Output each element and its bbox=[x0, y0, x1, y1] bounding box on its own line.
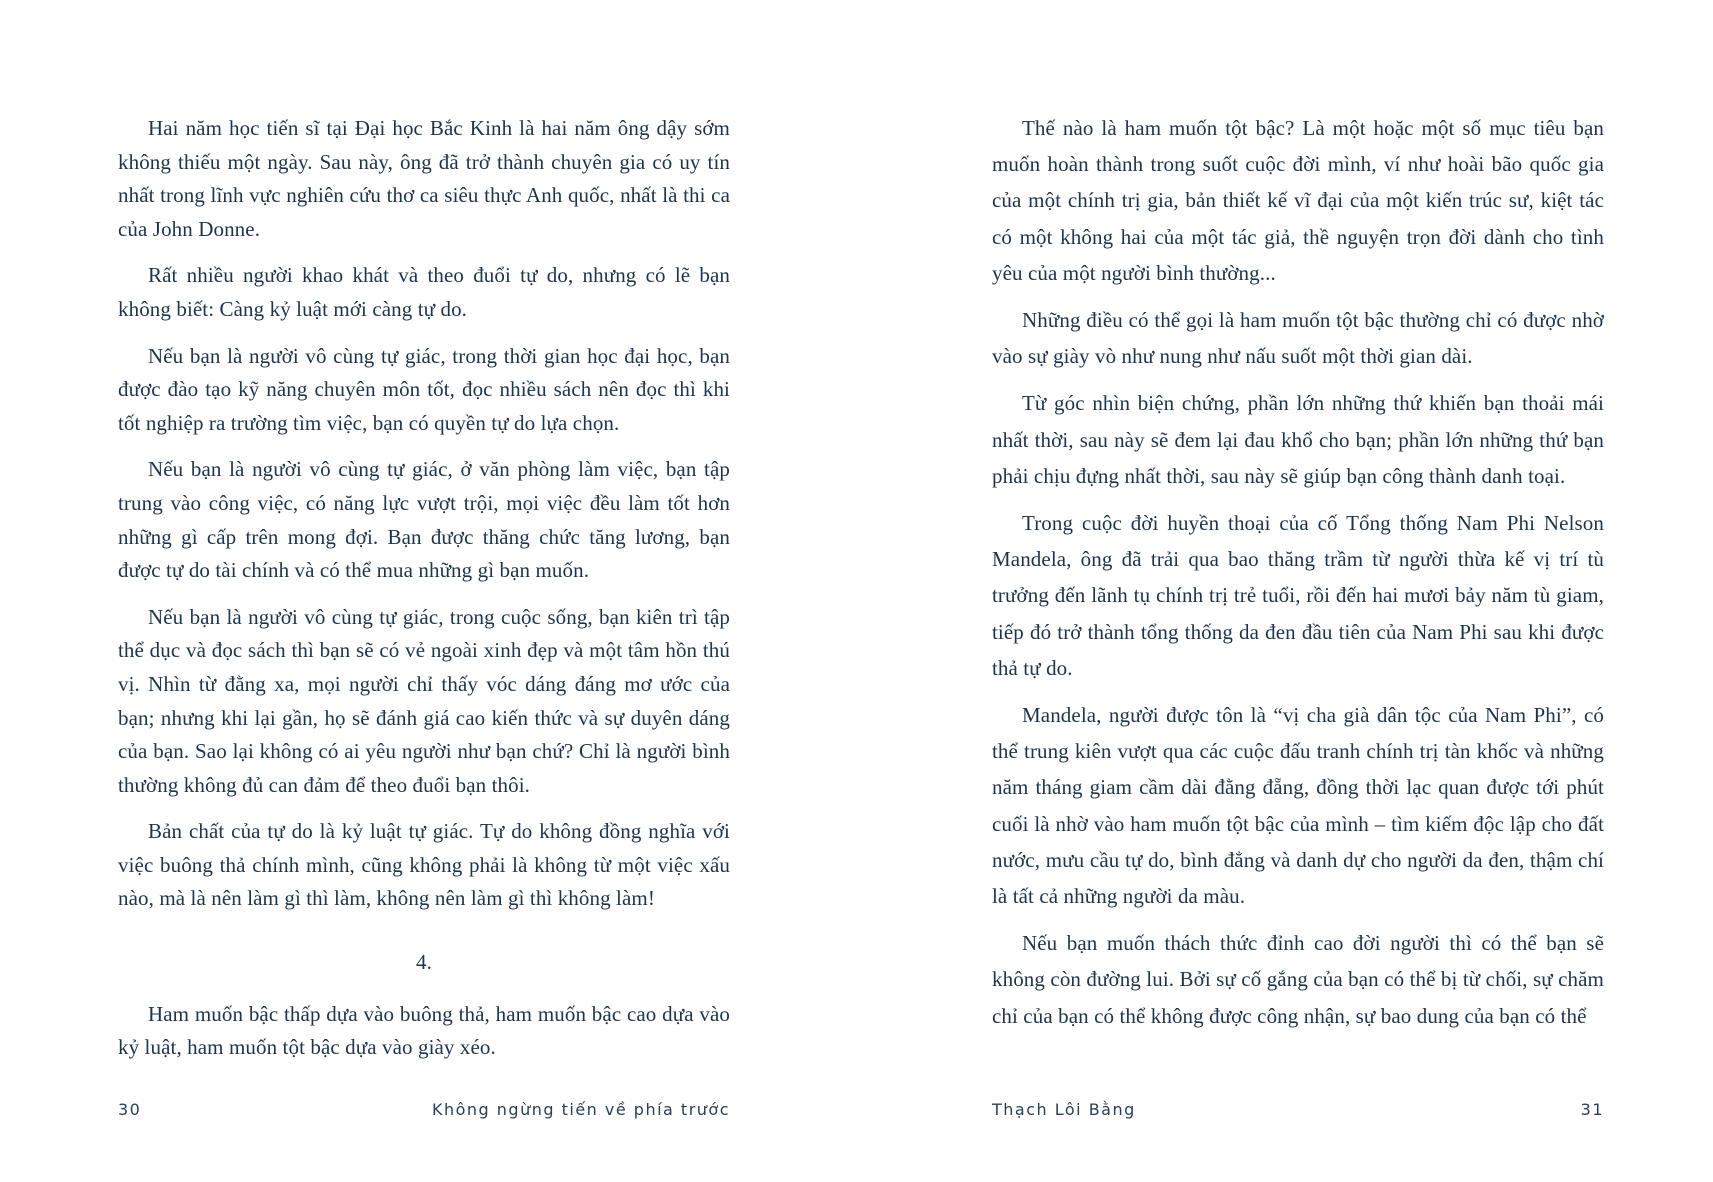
page-number: 31 bbox=[1580, 1100, 1604, 1119]
running-header-book-title: Không ngừng tiến về phía trước bbox=[431, 1100, 730, 1119]
paragraph: Từ góc nhìn biện chứng, phần lớn những thứ khiến bạn thoải mái nhất thời, sau này sẽ đem lại đau khổ cho bạn; phần lớn những thứ bạn phải chịu đựng nhất thời, sau này sẽ giúp bạn công thành danh toại. bbox=[992, 391, 1604, 488]
right-page-body bbox=[992, 110, 1604, 1045]
paragraph: Thế nào là ham muốn tột bậc? Là một hoặc một số mục tiêu bạn muốn hoàn thành trong suốt cuộc đời mình, ví như hoài bão quốc gia của một chính trị gia, bản thiết kế vĩ đại của một kiến trúc sư, kiệt tác có một không hai của một tác giả, thề nguyện trọn đời dành cho tình yêu của một người bình thường... bbox=[992, 116, 1604, 285]
paragraph: Nếu bạn là người vô cùng tự giác, ở văn phòng làm việc, bạn tập trung vào công việc, có năng lực vượt trội, mọi việc đều làm tốt hơn những gì cấp trên mong đợi. Bạn được thăng chức tăng lương, bạn được tự do tài chính và có thể mua những gì bạn muốn. bbox=[118, 457, 730, 583]
paragraph: Trong cuộc đời huyền thoại của cố Tổng thống Nam Phi Nelson Mandela, ông đã trải qua bao thăng trầm từ người thừa kế vị trí tù trưởng đến lãnh tụ chính trị trẻ tuổi, rồi đến hai mươi bảy năm tù giam, tiếp đó trở thành tổng thống da đen đầu tiên của Nam Phi sau khi được thả tự do. bbox=[992, 511, 1604, 680]
paragraph: Hai năm học tiến sĩ tại Đại học Bắc Kinh là hai năm ông dậy sớm không thiếu một ngày. Sau này, ông đã trở thành chuyên gia có uy tín nhất trong lĩnh vực nghiên cứu thơ ca siêu thực Anh quốc, nhất là thi ca của John Donne. bbox=[118, 116, 730, 241]
paragraph: Những điều có thể gọi là ham muốn tột bậc thường chỉ có được nhờ vào sự giày vò như nung như nấu suốt một thời gian dài. bbox=[992, 308, 1604, 369]
paragraph: Nếu bạn muốn thách thức đỉnh cao đời người thì có thể bạn sẽ không còn đường lui. Bởi sự cố gắng của bạn có thể bị từ chối, sự chăm chỉ của bạn có thể không được công nhận, sự bao dung của bạn có thể bbox=[992, 931, 1604, 1028]
paragraph: Ham muốn bậc thấp dựa vào buông thả, ham muốn bậc cao dựa vào kỷ luật, ham muốn tột bậc dựa vào giày xéo. bbox=[118, 1001, 730, 1060]
page-number: 30 bbox=[118, 1100, 142, 1119]
left-page-footer bbox=[118, 1100, 730, 1119]
paragraph: Mandela, người được tôn là “vị cha già dân tộc của Nam Phi”, có thể trung kiên vượt qua các cuộc đấu tranh chính trị tàn khốc và những năm tháng giam cầm dài đằng đẵng, đồng thời lạc quan được tới phút cuối là nhờ vào ham muốn tột bậc của mình – tìm kiếm độc lập cho đất nước, mưu cầu tự do, bình đẳng và danh dự cho người da đen, thậm chí là tất cả những người da màu. bbox=[992, 703, 1604, 909]
paragraph: Nếu bạn là người vô cùng tự giác, trong cuộc sống, bạn kiên trì tập thể dục và đọc sách thì bạn sẽ có vẻ ngoài xinh đẹp và một tâm hồn thú vị. Nhìn từ đằng xa, mọi người chỉ thấy vóc dáng đáng mơ ước của bạn; nhưng khi lại gần, họ sẽ đánh giá cao kiến thức và sự duyên dáng của bạn. Sao lại không có ai yêu người như bạn chứ? Chỉ là người bình thường không đủ can đảm để theo đuổi bạn thôi. bbox=[118, 604, 730, 797]
right-page bbox=[992, 0, 1604, 1182]
left-page-body bbox=[118, 112, 730, 1078]
left-page bbox=[118, 0, 730, 1182]
paragraph: Bản chất của tự do là kỷ luật tự giác. Tự do không đồng nghĩa với việc buông thả chính mình, cũng không phải là không từ một việc xấu nào, mà là nên làm gì thì làm, không nên làm gì thì không làm! bbox=[118, 819, 730, 911]
section-number: 4. bbox=[416, 950, 432, 975]
running-header-author: Thạch Lôi Bằng bbox=[992, 1100, 1136, 1119]
right-page-footer bbox=[992, 1100, 1604, 1119]
paragraph: Nếu bạn là người vô cùng tự giác, trong thời gian học đại học, bạn được đào tạo kỹ năng chuyên môn tốt, đọc nhiều sách nên đọc thì khi tốt nghiệp ra trường tìm việc, bạn có quyền tự do lựa chọn. bbox=[118, 343, 730, 435]
paragraph: Rất nhiều người khao khát và theo đuổi tự do, nhưng có lẽ bạn không biết: Càng kỷ luật mới càng tự do. bbox=[118, 263, 730, 321]
